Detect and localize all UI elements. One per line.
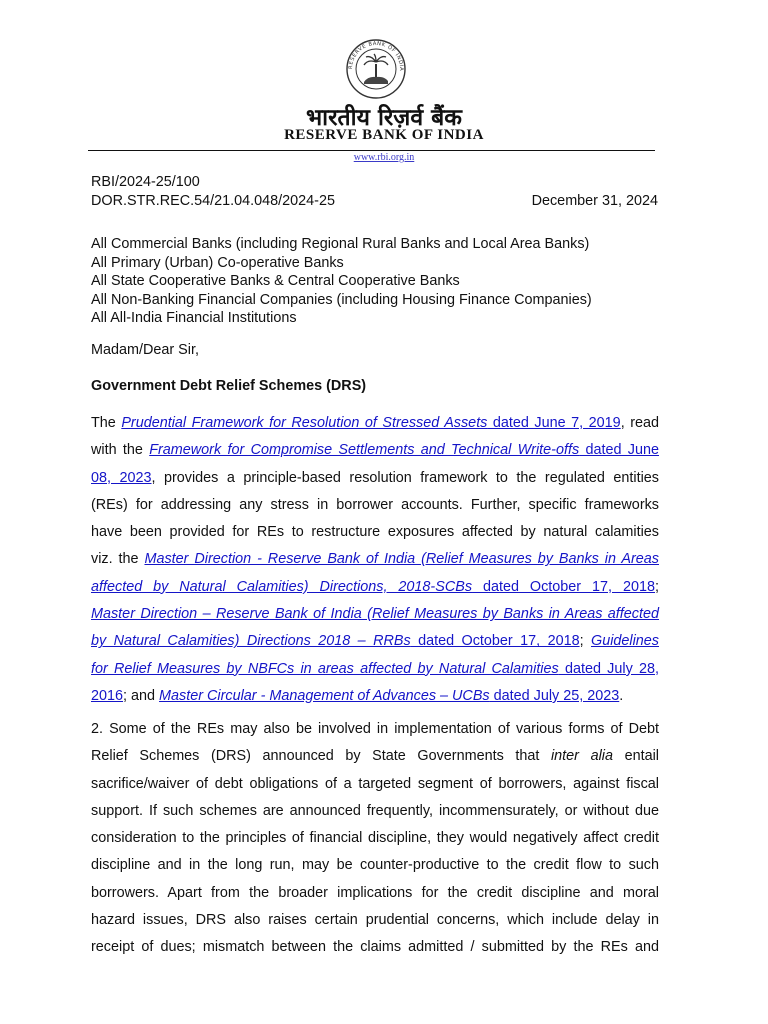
circular-date: December 31, 2024 [531, 193, 658, 209]
paragraph-1 [91, 410, 659, 710]
bank-name-english: RESERVE BANK OF INDIA [284, 127, 484, 143]
addressee-item: All Commercial Banks (including Regional Rural Banks and Local Area Banks) [91, 236, 590, 252]
addressee-item: All Non-Banking Financial Companies (including Housing Finance Companies) [91, 291, 592, 308]
link-master-direction-scbs[interactable]: Master Direction - Reserve Bank of India (Relief Measures by Banks in Areas [144, 551, 659, 568]
para-line: with the Framework for Compromise Settlements and Technical Write-offs dated June [91, 442, 659, 459]
addressee-list [91, 235, 592, 328]
link-nbfc-guidelines[interactable]: Guidelines [591, 633, 659, 650]
header-divider [88, 150, 655, 151]
emblem-ring-text: RESERVE BANK OF INDIA [347, 40, 405, 72]
para-line: consideration to the principles of financial discipline, they would negatively affect credit [91, 830, 659, 847]
link-master-direction-scbs-cont[interactable]: affected by Natural Calamities) Directions, 2018-SCBs dated October 17, 2018 [91, 578, 655, 595]
link-nbfc-guidelines-date[interactable]: 2016 [91, 687, 124, 704]
para-line: viz. the Master Direction - Reserve Bank of India (Relief Measures by Banks in Areas [91, 551, 659, 568]
para-line: sacrifice/waiver of debt obligations of a targeted segment of borrowers, against fiscal [91, 775, 659, 792]
para-line: 08, 2023, provides a principle-based resolution framework to the regulated entities [91, 469, 659, 486]
para-line: Relief Schemes (DRS) announced by State Governments that inter alia entail [91, 748, 659, 765]
para-line: by Natural Calamities) Directions 2018 – RRBs dated October 17, 2018; Guidelines [91, 633, 659, 650]
para-line [91, 656, 659, 683]
link-prudential-framework[interactable]: Prudential Framework for Resolution of Stressed Assets dated June 7, 2019 [121, 415, 621, 431]
salutation: Madam/Dear Sir, [91, 342, 199, 358]
addressee-item: All State Cooperative Banks & Central Cooperative Banks [91, 273, 460, 289]
website-link[interactable]: www.rbi.org.in [353, 152, 415, 163]
reference-number: DOR.STR.REC.54/21.04.048/2024-25 [91, 193, 335, 209]
para-line: support. If such schemes are announced frequently, incommensurately, or without due [91, 802, 659, 819]
paragraph-2 [91, 716, 659, 962]
para-line: hazard issues, DRS also raises certain prudential concerns, which include delay in [91, 912, 659, 929]
para-line: affected by Natural Calamities) Directions, 2018-SCBs dated October 17, 2018; [91, 578, 659, 595]
para-line: borrowers. Apart from the broader implications for the credit discipline and moral [91, 884, 659, 901]
para-line: discipline and in the long run, may be counter-productive to the credit flow to such [91, 857, 659, 874]
para-line: (REs) for addressing any stress in borrower accounts. Further, specific frameworks [91, 496, 659, 513]
bank-name-hindi: भारतीय रिज़र्व बैंक [306, 105, 462, 131]
link-master-direction-rrbs[interactable]: Master Direction – Reserve Bank of India (Relief Measures by Banks in Areas affected [91, 606, 659, 623]
para-line [91, 601, 659, 628]
para-line: 2016; and Master Circular - Management of Advances – UCBs dated July 25, 2023. [91, 687, 624, 704]
para-line: 2. Some of the REs may also be involved in implementation of various forms of Debt [91, 721, 659, 737]
addressee-item: All Primary (Urban) Co-operative Banks [91, 254, 344, 271]
link-compromise-settlements[interactable]: Framework for Compromise Settlements and Technical Write-offs dated June [149, 442, 659, 459]
link-nbfc-guidelines-cont[interactable]: for Relief Measures by NBFCs in areas affected by Natural Calamities dated July 28, [91, 660, 659, 677]
subject-heading: Government Debt Relief Schemes (DRS) [91, 378, 367, 394]
rbi-emblem-icon [345, 38, 407, 100]
link-compromise-settlements-date[interactable]: 08, 2023 [91, 469, 152, 486]
addressee-item: All All-India Financial Institutions [91, 310, 297, 326]
para-line: receipt of dues; mismatch between the claims admitted / submitted by the REs and [91, 939, 659, 956]
para-line: The Prudential Framework for Resolution of Stressed Assets dated June 7, 2019, read [91, 415, 660, 431]
circular-number: RBI/2024-25/100 [91, 174, 200, 190]
link-master-direction-rrbs-cont[interactable]: by Natural Calamities) Directions 2018 – RRBs dated October 17, 2018 [91, 633, 580, 650]
link-master-circular-ucbs[interactable]: Master Circular - Management of Advances – UCBs dated July 25, 2023 [159, 687, 620, 704]
para-line: have been provided for REs to restructure exposures affected by natural calamities [91, 524, 659, 541]
